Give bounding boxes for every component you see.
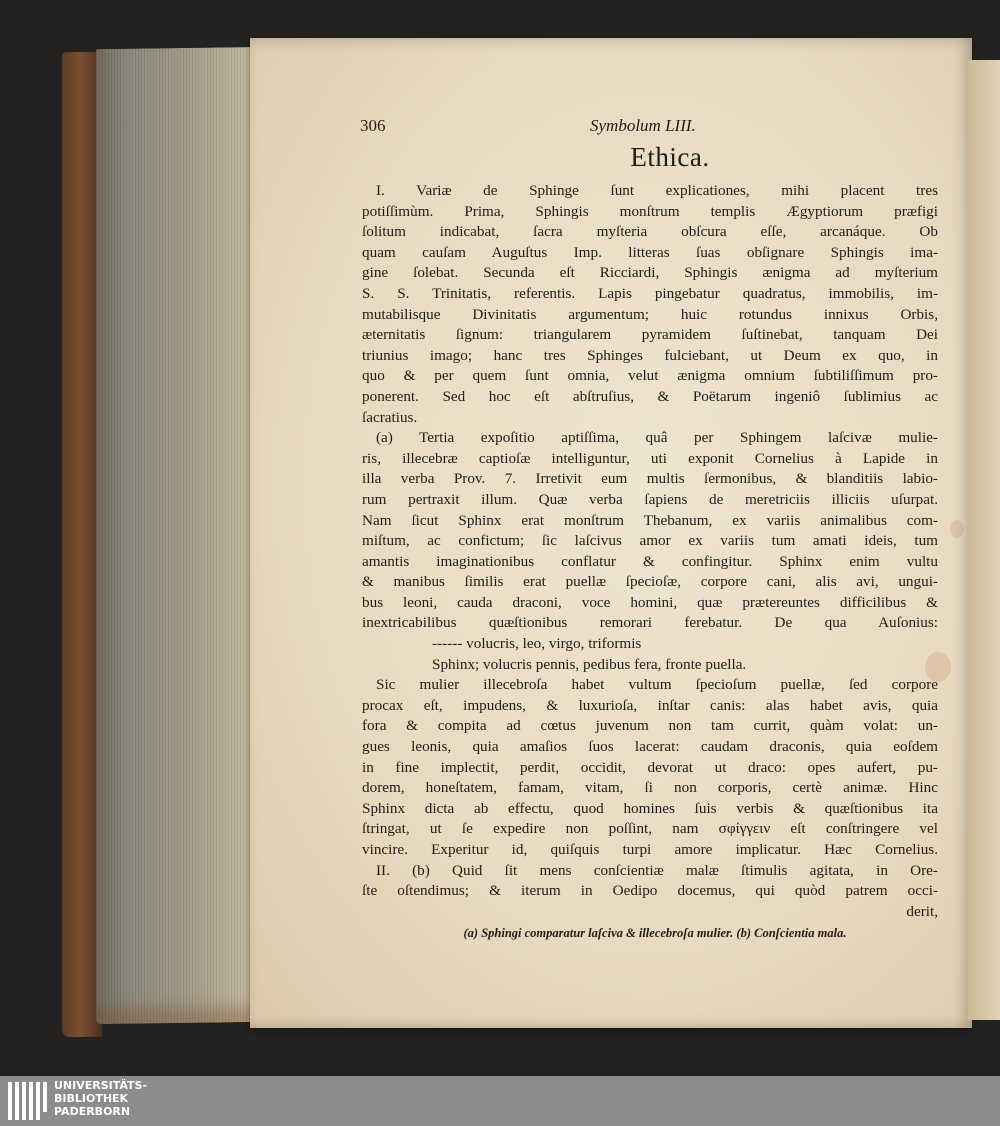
text-line: fora & compita ad cœtus juvenum non tam currit, quàm volat: un-	[362, 717, 938, 735]
page-content	[362, 110, 938, 941]
text-line: & manibus ſimilis erat puellæ ſpecioſæ, corpore cani, alis avi, ungui-	[362, 573, 938, 591]
text-line: ſtringat, ut ſe expedire non poſſint, nam σφίγγειν eſt conſtringere vel	[362, 820, 938, 838]
text-line: mutabilisque Divinitatis argumentum; huic rotundus innixus Orbis,	[362, 305, 938, 323]
text-line: rum pertraxit illum. Quæ verba ſapiens de meretriciis illiciis uſurpat.	[362, 490, 938, 508]
text-line: quo & per quem ſunt omnia, velut ænigma omnium ſubtiliſſimum pro-	[362, 367, 938, 385]
page-number: 306	[360, 116, 386, 135]
library-name	[54, 1079, 147, 1118]
text-line: bus leoni, cauda draconi, voce homini, quæ prætereuntes difficilibus &	[362, 593, 938, 611]
page-stain	[950, 520, 964, 538]
text-line: Nam ſicut Sphinx erat monſtrum Thebanum, ex variis animalibus com-	[362, 511, 938, 529]
running-head-title: Symbolum LIII.	[590, 116, 696, 135]
text-line: (a) Tertia expoſitio aptiſſima, quâ per Sphingem laſcivæ mulie-	[376, 429, 938, 447]
text-line: æternitatis ſignum: triangularem pyramidem ſuſtinebat, tanquam Dei	[362, 326, 938, 344]
text-line: ſacratius.	[362, 408, 418, 426]
text-line: potiſſimùm. Prima, Sphingis monſtrum templis Ægyptiorum præfigi	[362, 202, 938, 220]
text-line: miſtum, ac confictum; ſic laſcivus amor ex variis tum amati ideis, tum	[362, 532, 938, 550]
text-line: I. Variæ de Sphinge ſunt explicationes, mihi placent tres	[376, 182, 938, 199]
text-line: gine ſolebat. Secunda eſt Ricciardi, Sphingis ænigma ad myſterium	[362, 264, 938, 282]
text-line: Sic mulier illecebroſa habet vultum ſpecioſum puellæ, ſed corpore	[376, 676, 938, 694]
section-title: Ethica.	[630, 142, 710, 172]
verse-line: ------ volucris, leo, virgo, triformis	[432, 635, 642, 653]
library-name-line: UNIVERSITÄTS-	[54, 1079, 148, 1092]
text-line: amantis imaginationibus conflatur & confingitur. Sphinx enim vultu	[362, 552, 938, 570]
text-line: gues leonis, quia amaſios ſuos lacerat: caudam draconis, quia eoſdem	[362, 738, 938, 756]
text-line: vincire. Experitur id, quiſquis turpi amore implicatur. Hæc Cornelius.	[362, 841, 938, 858]
body-text	[362, 181, 938, 922]
text-line: procax eſt, impudens, & luxurioſa, inſtar canis: alas habet avis, quia	[362, 696, 938, 714]
library-logo-icon	[8, 1082, 50, 1120]
page-block-edges	[96, 47, 266, 1024]
text-line: II. (b) Quid ſit mens conſcientiæ malæ ſtimulis agitata, in Ore-	[376, 861, 938, 879]
library-footer-bar	[0, 1076, 1000, 1126]
catchword: derit,	[906, 902, 938, 920]
text-line: ſte oſtendimus; & iterum in Oedipo docemus, qui quòd patrem occi-	[362, 882, 938, 900]
text-line: Sphinx dicta ab effectu, quod homines ſuis verbis & quæſtionibus ita	[362, 799, 938, 817]
text-line: ſolitum indicabat, ſacra myſteria obſcura eſſe, arcanáque. Ob	[362, 223, 938, 241]
text-line: ris, illecebræ captioſæ intelliguntur, uti exponit Cornelius à Lapide in	[362, 449, 938, 467]
running-head	[362, 110, 938, 140]
text-line: S. S. Trinitatis, referentis. Lapis pingebatur quadratus, immobilis, im-	[362, 284, 938, 302]
text-line: ponerent. Sed hoc eſt abſtruſius, & Poëtarum ingeniô ſublimius ac	[362, 387, 938, 405]
library-name-line: PADERBORN	[54, 1105, 131, 1118]
text-line: dorem, honeſtatem, famam, vitam, ſi non corporis, certè animæ. Hinc	[362, 779, 938, 797]
text-line: inextricabilibus quæſtionibus remorari ferebatur. De qua Auſonius:	[362, 614, 938, 632]
library-name-line: BIBLIOTHEK	[54, 1092, 129, 1105]
verse-line: Sphinx; volucris pennis, pedibus fera, fronte puella.	[432, 655, 747, 673]
text-line: in fine implectit, perdit, occidit, devorat ut draco: opes aufert, pu-	[362, 758, 938, 776]
facing-page-edge	[968, 60, 1000, 1020]
text-line: quam cauſam Auguſtus Imp. litteras ſuas obſignare Sphingis ima-	[362, 243, 938, 261]
text-line: illa verba Prov. 7. Irretivit eum multis ſermonibus, & blanditiis labio-	[362, 470, 938, 488]
text-line: triunius imago; hanc tres Sphinges fulciebant, ut Deum ex quo, in	[362, 346, 938, 364]
footnote: (a) Sphingi comparatur laſciva & illecebroſa mulier. (b) Conſcientia mala.	[463, 926, 847, 941]
